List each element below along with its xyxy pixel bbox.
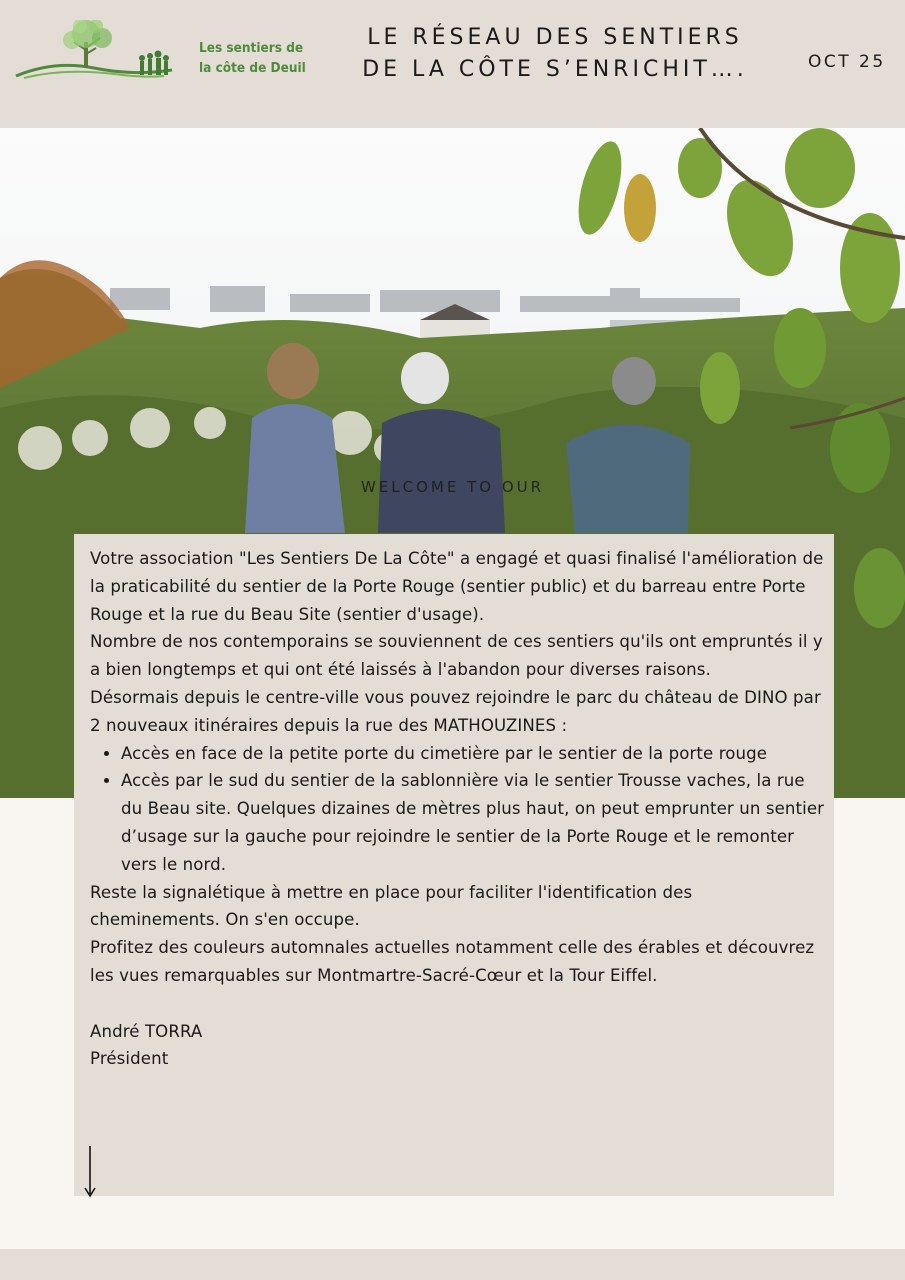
signature-role: Président bbox=[90, 1049, 169, 1069]
article-body bbox=[90, 545, 826, 1073]
logo-wordmark bbox=[199, 38, 306, 78]
issue-date: OCT 25 bbox=[808, 52, 886, 72]
header-band bbox=[0, 0, 905, 128]
title-line-2: DE LA CÔTE S’ENRICHIT…. bbox=[362, 57, 748, 82]
signature-name: André TORRA bbox=[90, 1021, 203, 1041]
logo-line-2: la côte de Deuil bbox=[199, 60, 306, 76]
spacer bbox=[90, 990, 826, 1018]
list-item: • Accès en face de la petite porte du cimetière par le sentier de la porte rouge bbox=[121, 740, 826, 768]
logo-tree-icon bbox=[14, 20, 174, 82]
paragraph-3: Désormais depuis le centre-ville vous pouvez rejoindre le parc du château de DINO par 2 nouveaux itinéraires depuis la rue des MATHOUZINES : bbox=[90, 687, 821, 735]
paragraph-5: Profitez des couleurs automnales actuelles notamment celle des érables et découvrez les vues remarquables sur Montmartre-Sacré-Cœur et la Tour Eiffel. bbox=[90, 938, 815, 985]
list-item: • Accès par le sud du sentier de la sablonnière via le sentier Trousse vaches, la rue du Beau site. Quelques dizaines de mètres plus haut, on peut emprunter un sentier d’usage sur la gauche pour rejoindre le sentier de la Porte Rouge et le remonter vers le nord. bbox=[121, 767, 826, 878]
photo-overlay-text: WELCOME TO OUR bbox=[360, 478, 545, 496]
footer-band bbox=[0, 1249, 905, 1280]
paragraph-4: Reste la signalétique à mettre en place pour faciliter l'identification des cheminements. On s'en occupe. bbox=[90, 882, 693, 930]
itinerary-list bbox=[90, 740, 826, 879]
paragraph-1: Votre association "Les Sentiers De La Côte" a engagé et quasi finalisé l'amélioration de la praticabilité du sentier de la Porte Rouge (sentier public) et du barreau entre Porte Rouge et la rue du Beau Site (sentier d'usage). bbox=[90, 549, 824, 624]
text-cursor-arrow-icon bbox=[84, 1146, 96, 1198]
logo-line-1: Les sentiers de bbox=[199, 40, 304, 56]
paragraph-2: Nombre de nos contemporains se souviennent de ces sentiers qu'ils ont empruntés il y a bien longtemps et qui ont été laissés à l'abandon pour diverses raisons. bbox=[90, 632, 823, 680]
title-line-1: LE RÉSEAU DES SENTIERS bbox=[367, 25, 743, 50]
page-title bbox=[340, 22, 770, 86]
